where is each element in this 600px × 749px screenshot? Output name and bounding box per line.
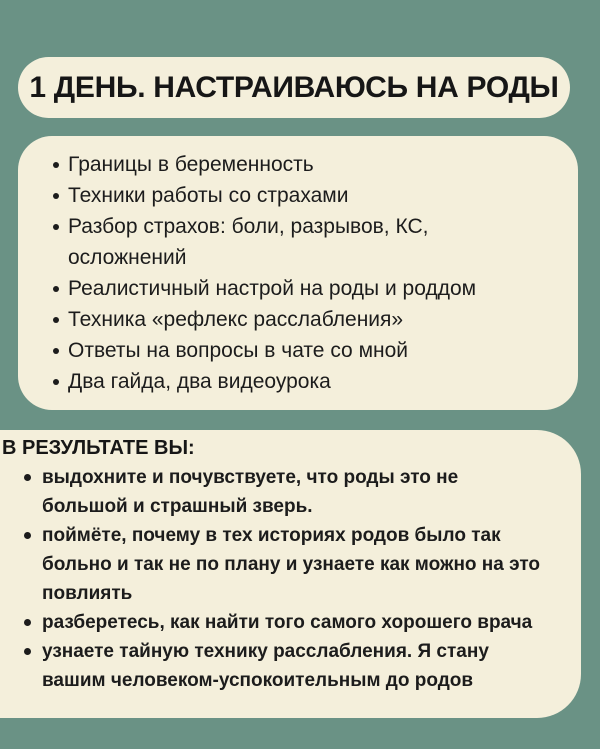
results-heading: В РЕЗУЛЬТАТЕ ВЫ:	[2, 437, 195, 459]
list-item: Разбор страхов: боли, разрывов, КС, осложнений	[68, 211, 550, 273]
page-title: 1 ДЕНЬ. НАСТРАИВАЮСЬ НА РОДЫ	[29, 70, 559, 104]
list-item: Два гайда, два видеоурока	[68, 366, 550, 397]
results-list	[2, 463, 545, 695]
list-item: Ответы на вопросы в чате со мной	[68, 335, 550, 366]
list-item: выдохните и почувствуете, что роды это не большой и страшный зверь.	[24, 463, 545, 521]
list-item: поймёте, почему в тех историях родов было так больно и так не по плану и узнаете как можно на это повлиять	[24, 521, 545, 608]
list-item: Техники работы со страхами	[68, 180, 550, 211]
list-item: Границы в беременность	[68, 149, 550, 180]
program-list	[68, 149, 550, 397]
list-item: узнаете тайную технику расслабления. Я стану вашим человеком-успокоительным до родов	[24, 637, 545, 695]
list-item: Реалистичный настрой на роды и роддом	[68, 273, 550, 304]
list-item: Техника «рефлекс расслабления»	[68, 304, 550, 335]
program-card	[18, 136, 578, 410]
list-item: разберетесь, как найти того самого хорошего врача	[24, 608, 545, 637]
results-card	[0, 430, 581, 718]
day-title-card	[18, 57, 570, 118]
